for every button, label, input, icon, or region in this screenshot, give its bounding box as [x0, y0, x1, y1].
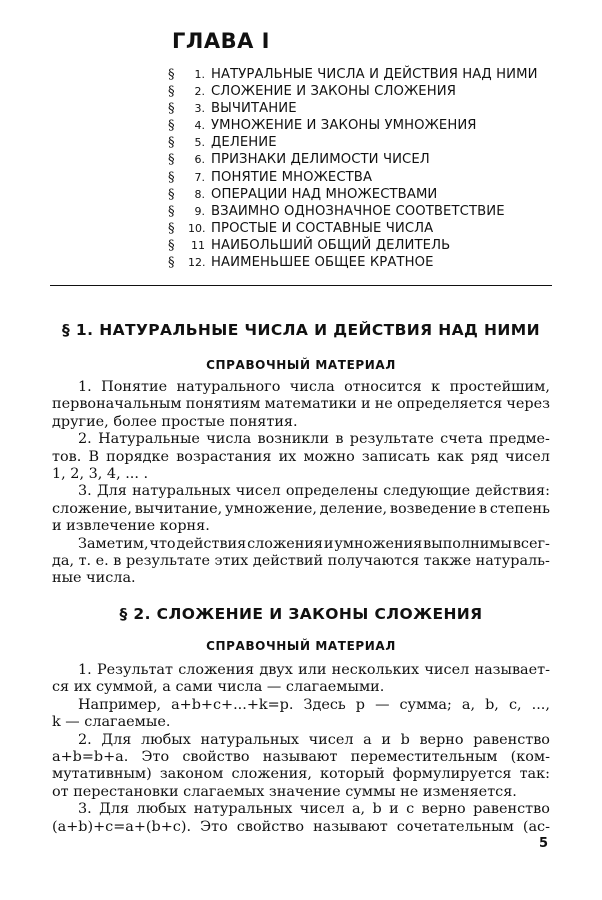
toc-item-title: НАИБОЛЬШИЙ ОБЩИЙ ДЕЛИТЕЛЬ — [211, 237, 451, 253]
text-line: ные числа. — [52, 570, 136, 587]
toc-item — [168, 66, 568, 83]
toc-item-title: ОПЕРАЦИИ НАД МНОЖЕСТВАМИ — [211, 186, 438, 202]
toc-item-number: 1. — [194, 68, 205, 81]
toc-item-number: 2. — [194, 85, 205, 99]
toc-item — [168, 83, 568, 100]
section-sign: § — [168, 152, 175, 168]
toc-item-number: 8. — [194, 187, 205, 201]
text-line: ся их суммой, а сами числа — слагаемыми. — [52, 679, 385, 696]
toc-item-number: 7. — [194, 170, 205, 184]
toc-item-title: ВЫЧИТАНИЕ — [211, 101, 297, 117]
chapter-title: ГЛАВА I — [172, 29, 270, 53]
toc-item-title: СЛОЖЕНИЕ И ЗАКОНЫ СЛОЖЕНИЯ — [211, 84, 456, 100]
toc-item — [168, 134, 568, 151]
toc-item-number: 10. — [188, 221, 206, 235]
text-line: 1. Понятие натурального числа относится к простейшим, — [78, 379, 550, 395]
section2-subheading: СПРАВОЧНЫЙ МАТЕРИАЛ — [206, 639, 396, 653]
text-line: мутативным) законом сложения, который формулируется так: — [52, 766, 550, 783]
section1-heading: § 1. НАТУРАЛЬНЫЕ ЧИСЛА И ДЕЙСТВИЯ НАД НИМИ — [61, 321, 540, 339]
text-line: Заметим, что действия сложения и умножения выполнимы всег- — [78, 535, 550, 552]
toc-item — [168, 220, 568, 237]
text-line: от перестановки слагаемых значение суммы не изменяется. — [52, 783, 517, 800]
text-line: и извлечение корня. — [52, 518, 210, 535]
toc-item-number: 5. — [194, 136, 205, 150]
text-line: сложение, вычитание, умножение, деление, возведение в степень — [52, 500, 550, 517]
toc-item-title: УМНОЖЕНИЕ И ЗАКОНЫ УМНОЖЕНИЯ — [211, 118, 477, 134]
text-line: 2. Для любых натуральных чисел a и b верно равенство — [78, 731, 550, 748]
section-sign: § — [168, 118, 175, 134]
text-line: другие, более простые понятия. — [52, 413, 298, 430]
section-sign: § — [168, 84, 175, 100]
text-line: Например, a+b+c+...+k=p. Здесь p — сумма; a, b, c, ..., — [78, 696, 550, 713]
text-line: 1, 2, 3, 4, ... . — [52, 465, 149, 482]
toc-item — [168, 117, 568, 134]
section-sign: § — [168, 220, 175, 236]
toc-item — [168, 237, 568, 254]
text-line: 1. Результат сложения двух или нескольких чисел называет- — [78, 662, 550, 678]
text-line: (a+b)+c=a+(b+c). Это свойство называют сочетательным (ас- — [52, 818, 550, 835]
table-of-contents — [168, 66, 568, 271]
text-line: 2. Натуральные числа возникли в результате счета предме- — [78, 431, 550, 448]
toc-item-title: ВЗАИМНО ОДНОЗНАЧНОЕ СООТВЕТСТВИЕ — [211, 203, 505, 219]
page-number: 5 — [539, 836, 549, 851]
toc-item — [168, 254, 568, 271]
section2-heading: § 2. СЛОЖЕНИЕ И ЗАКОНЫ СЛОЖЕНИЯ — [119, 605, 483, 623]
toc-item-number: 6. — [194, 153, 205, 167]
toc-item-title: НАИМЕНЬШЕЕ ОБЩЕЕ КРАТНОЕ — [211, 255, 434, 271]
toc-item-title: ДЕЛЕНИЕ — [211, 135, 277, 151]
toc-item-title: ПОНЯТИЕ МНОЖЕСТВА — [211, 169, 373, 185]
section2-body — [52, 662, 550, 836]
text-line: первоначальным понятиям математики и не определяется через — [52, 396, 550, 413]
text-line: a+b=b+a. Это свойство называют переместительным (ком- — [52, 748, 550, 765]
toc-item-number: 12. — [188, 256, 206, 270]
toc-item-number: 4. — [194, 119, 205, 133]
toc-item-title: НАТУРАЛЬНЫЕ ЧИСЛА И ДЕЙСТВИЯ НАД НИМИ — [211, 67, 538, 82]
toc-item — [168, 186, 568, 203]
section-sign: § — [168, 135, 175, 151]
toc-item-number: 9. — [194, 204, 205, 218]
divider-rule — [50, 285, 552, 286]
toc-item-title: ПРОСТЫЕ И СОСТАВНЫЕ ЧИСЛА — [211, 220, 434, 236]
toc-item-number: 3. — [194, 102, 205, 116]
section-sign: § — [168, 186, 175, 202]
section-sign: § — [168, 169, 175, 185]
toc-item-title: ПРИЗНАКИ ДЕЛИМОСТИ ЧИСЕЛ — [211, 152, 430, 168]
section1-body — [52, 379, 550, 588]
toc-item — [168, 151, 568, 168]
section-sign: § — [168, 237, 175, 253]
section-sign: § — [168, 203, 175, 219]
text-line: k — слагаемые. — [52, 714, 171, 731]
toc-item — [168, 169, 568, 186]
text-line: 3. Для любых натуральных чисел a, b и c верно равенство — [78, 801, 550, 818]
section-sign: § — [168, 255, 175, 271]
text-line: да, т. е. в результате этих действий получаются также натураль- — [52, 552, 550, 569]
toc-item-number: 11 — [191, 238, 205, 252]
text-line: тов. В порядке возрастания их можно записать как ряд чисел — [52, 448, 550, 465]
toc-item — [168, 203, 568, 220]
text-line: 3. Для натуральных чисел определены следующие действия: — [78, 483, 550, 500]
section1-subheading: СПРАВОЧНЫЙ МАТЕРИАЛ — [206, 358, 396, 372]
section-sign: § — [168, 67, 175, 82]
toc-item — [168, 100, 568, 117]
section-sign: § — [168, 101, 175, 117]
